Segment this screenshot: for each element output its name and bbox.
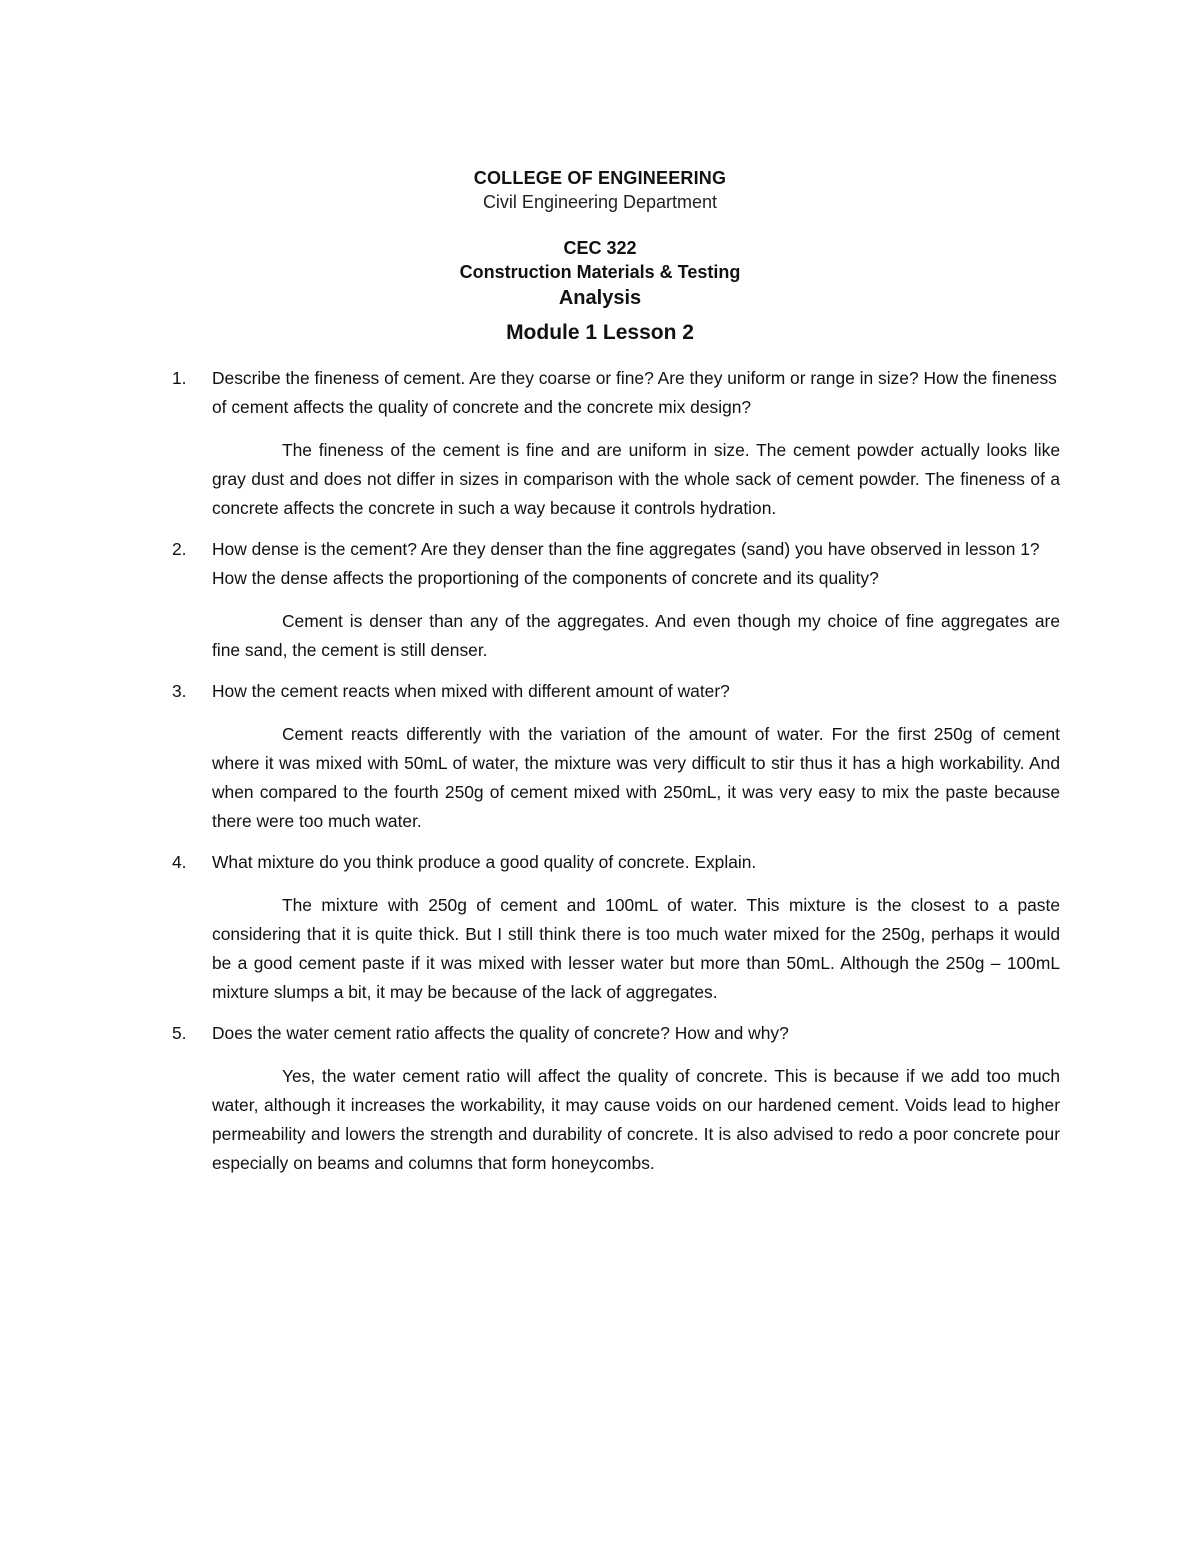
question-number: 4.	[172, 852, 187, 872]
question-number: 3.	[172, 681, 187, 701]
answer-text: Yes, the water cement ratio will affect the quality of concrete. This is because if we add too much water, although it increases the workability, it may cause voids on our hardened cement. Voids lead to higher permeability and lowers the strength and durability of concrete. It is also advised to redo a poor concrete pour especially on beams and columns that form honeycombs.	[212, 1066, 1060, 1173]
course-title: Construction Materials & Testing	[459, 262, 741, 282]
question-item-4	[172, 848, 1060, 1007]
answer-text: Cement is denser than any of the aggregates. And even though my choice of fine aggregates are fine sand, the cement is still denser.	[212, 611, 1060, 660]
answer-text: The fineness of the cement is fine and are uniform in size. The cement powder actually looks like gray dust and does not differ in sizes in comparison with the whole sack of cement powder. The fineness of a concrete affects the concrete in such a way because it controls hydration.	[212, 440, 1060, 518]
question-list	[172, 364, 1060, 1190]
question-text: How dense is the cement? Are they denser than the fine aggregates (sand) you have observed in lesson 1? How the dense affects the proportioning of the components of concrete and its quality?	[212, 539, 1040, 588]
module-title: Module 1 Lesson 2	[506, 321, 694, 344]
course-code: CEC 322	[563, 238, 637, 258]
department-name: Civil Engineering Department	[482, 192, 718, 212]
question-text: Describe the fineness of cement. Are they coarse or fine? Are they uniform or range in size? How the fineness of cement affects the quality of concrete and the concrete mix design?	[212, 368, 1057, 417]
question-item-3	[172, 677, 1060, 836]
question-item-1	[172, 364, 1060, 523]
question-text: Does the water cement ratio affects the quality of concrete? How and why?	[212, 1023, 789, 1043]
question-item-5	[172, 1019, 1060, 1178]
question-number: 2.	[172, 539, 187, 559]
college-name: COLLEGE OF ENGINEERING	[473, 168, 727, 188]
question-text: How the cement reacts when mixed with different amount of water?	[212, 681, 730, 701]
answer-text: The mixture with 250g of cement and 100mL of water. This mixture is the closest to a paste considering that it is quite thick. But I still think there is too much water mixed for the 250g, perhaps it would be a good cement paste if it was mixed with lesser water but more than 50mL. Although the 250g – 100mL mixture slumps a bit, it may be because of the lack of aggregates.	[212, 895, 1060, 1002]
section-title: Analysis	[558, 287, 642, 309]
answer-text: Cement reacts differently with the variation of the amount of water. For the first 250g of cement where it was mixed with 50mL of water, the mixture was very difficult to stir thus it has a high workability. And when compared to the fourth 250g of cement mixed with 250mL, it was very easy to mix the paste because there were too much water.	[212, 724, 1060, 831]
document-header	[0, 166, 1200, 348]
question-item-2	[172, 535, 1060, 665]
question-number: 1.	[172, 368, 187, 388]
question-text: What mixture do you think produce a good quality of concrete. Explain.	[212, 852, 757, 872]
question-number: 5.	[172, 1023, 187, 1043]
